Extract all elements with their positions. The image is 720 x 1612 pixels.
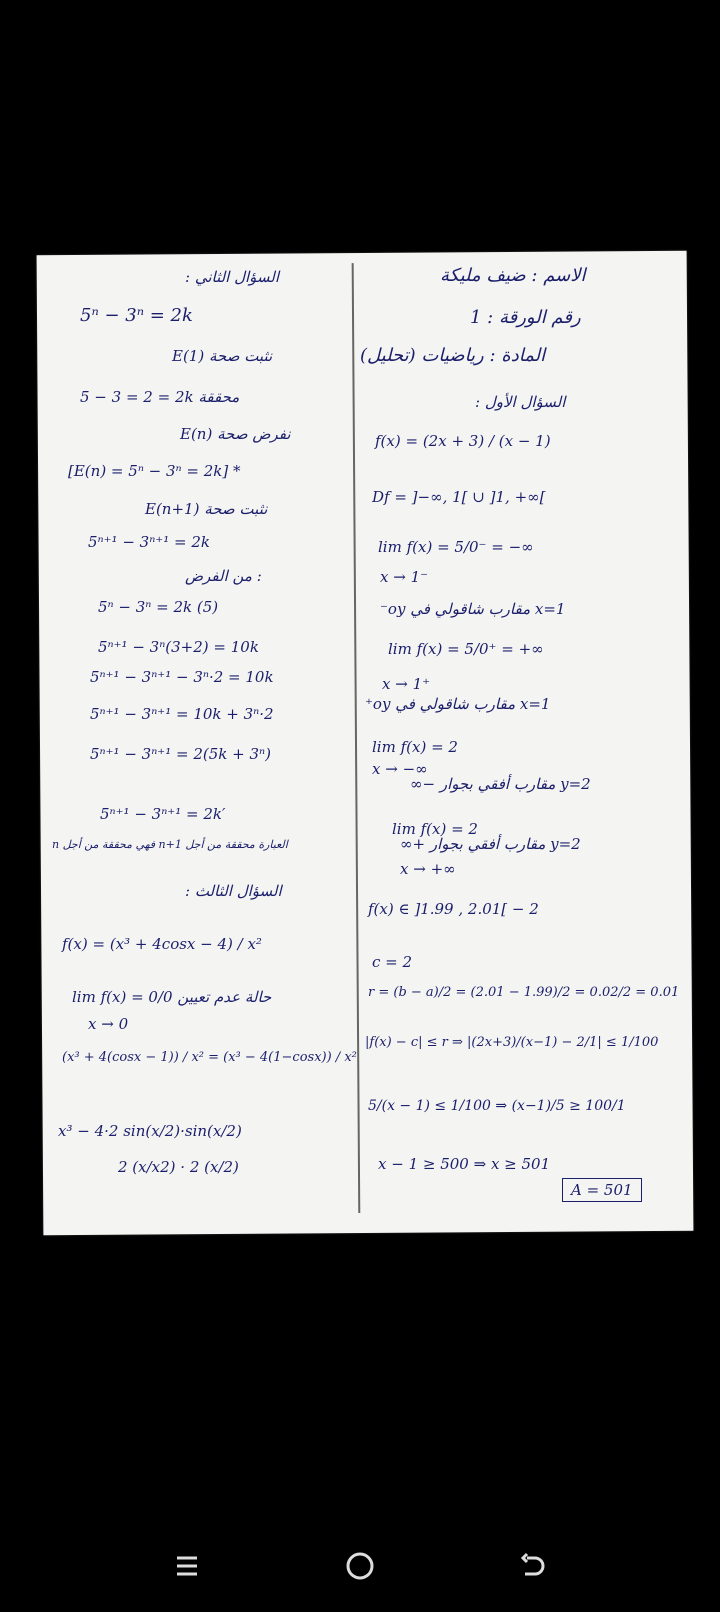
- recents-button[interactable]: [157, 1536, 217, 1596]
- line-r11: x → 1⁺: [382, 675, 431, 693]
- student-name: الاسم : ضيف مليكة: [440, 265, 586, 286]
- line-l18: x → 0: [88, 1015, 129, 1033]
- line-r10: lim f(x) = 5/0⁺ = +∞: [388, 640, 544, 658]
- line-r15: y=2 مقارب أفقي بجوار −∞: [410, 775, 591, 793]
- line-l1: 5ⁿ − 3ⁿ = 2k: [80, 305, 193, 326]
- line-l12: 5ⁿ⁺¹ − 3ⁿ⁺¹ = 10k + 3ⁿ·2: [90, 705, 274, 723]
- system-navigation-bar: [0, 1520, 720, 1612]
- line-l20: x³ − 4·2 sin(x/2)·sin(x/2): [58, 1122, 242, 1140]
- line-r8: x → 1⁻: [380, 568, 429, 586]
- line-r19: f(x) ∈ ]1.99 , 2.01[ − 2: [368, 900, 539, 918]
- line-r18: x → +∞: [400, 860, 456, 878]
- q1-title: السؤال الأول :: [475, 393, 566, 411]
- line-l13: 5ⁿ⁺¹ − 3ⁿ⁺¹ = 2(5k + 3ⁿ): [90, 745, 271, 763]
- line-r7: lim f(x) = 5/0⁻ = −∞: [378, 538, 534, 556]
- line-r13: lim f(x) = 2: [372, 738, 458, 756]
- line-l10: 5ⁿ⁺¹ − 3ⁿ(3+2) = 10k: [98, 638, 259, 656]
- line-l3: 5 − 3 = 2 = 2k محققة: [80, 388, 240, 406]
- line-l17: lim f(x) = 0/0 حالة عدم تعيين: [72, 988, 272, 1006]
- line-l8: : من الفرض: [185, 567, 262, 585]
- line-l14: 5ⁿ⁺¹ − 3ⁿ⁺¹ = 2k′: [100, 805, 226, 823]
- line-l6: E(n+1) نثبت صحة: [145, 500, 268, 518]
- line-l2: E(1) نثبت صحة: [172, 347, 273, 365]
- line-l15: العبارة محققة من أجل n+1 فهي محققة من أجل n: [52, 838, 288, 851]
- line-r5: f(x) = (2x + 3) / (x − 1): [375, 432, 551, 450]
- line-l11: 5ⁿ⁺¹ − 3ⁿ⁺¹ − 3ⁿ·2 = 10k: [90, 668, 274, 686]
- line-r24: x − 1 ≥ 500 ⇒ x ≥ 501: [378, 1155, 551, 1173]
- line-l16: f(x) = (x³ + 4cosx − 4) / x²: [62, 935, 262, 953]
- line-l7: 5ⁿ⁺¹ − 3ⁿ⁺¹ = 2k: [88, 533, 210, 551]
- line-r22: |f(x) − c| ≤ r ⇒ |(2x+3)/(x−1) − 2/1| ≤ 1/100: [365, 1035, 659, 1050]
- home-icon: [344, 1550, 376, 1582]
- line-r21: r = (b − a)/2 = (2.01 − 1.99)/2 = 0.02/2 = 0.01: [368, 985, 680, 1000]
- line-r23: 5/(x − 1) ≤ 1/100 ⇒ (x−1)/5 ≥ 100/1: [368, 1098, 626, 1114]
- q3-title: السؤال الثالث :: [185, 882, 282, 900]
- line-r6: Df = ]−∞, 1[ ∪ ]1, +∞[: [372, 488, 546, 506]
- recents-icon: [173, 1552, 201, 1580]
- subject: المادة : رياضيات (تحليل): [360, 345, 546, 366]
- line-r17: y=2 مقارب أفقي بجوار +∞: [400, 835, 581, 853]
- back-button[interactable]: [503, 1536, 563, 1596]
- column-divider: [352, 263, 360, 1213]
- final-answer-box: A = 501: [562, 1178, 642, 1202]
- q2-title: السؤال الثاني :: [185, 268, 280, 286]
- line-r14: x → −∞: [372, 760, 428, 778]
- line-r9: x=1 مقارب شاقولي في oy⁻: [380, 600, 566, 618]
- line-l19: (x³ + 4(cosx − 1)) / x² = (x³ − 4(1−cosx)) / x²: [62, 1050, 357, 1065]
- line-l5: [E(n) = 5ⁿ − 3ⁿ = 2k] *: [68, 462, 241, 480]
- line-r16: lim f(x) = 2: [392, 820, 478, 838]
- sheet-number: رقم الورقة : 1: [470, 307, 581, 328]
- back-icon: [517, 1550, 549, 1582]
- home-button[interactable]: [330, 1536, 390, 1596]
- line-l9: 5ⁿ − 3ⁿ = 2k (5): [98, 598, 219, 616]
- line-l4: E(n) نفرض صحة: [180, 425, 291, 443]
- line-r12: x=1 مقارب شاقولي في oy⁺: [365, 695, 551, 713]
- line-l21: 2 (x/x2) · 2 (x/2): [118, 1158, 239, 1176]
- line-r20: c = 2: [372, 953, 413, 971]
